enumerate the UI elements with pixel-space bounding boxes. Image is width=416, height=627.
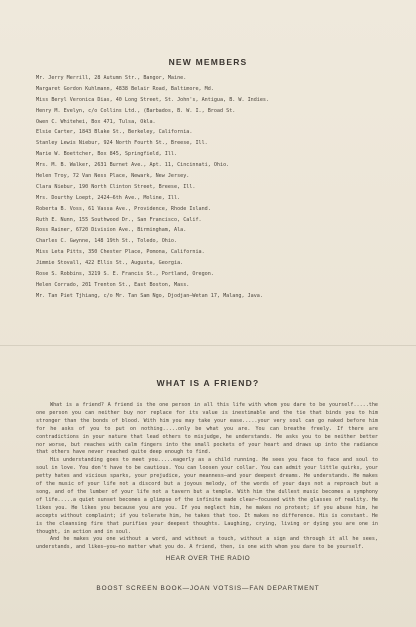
- member-entry: Ross Rainer, 6720 Division Ave., Birmingham, Ala.: [36, 227, 187, 234]
- friend-essay: [36, 402, 378, 552]
- what-is-a-friend-heading: WHAT IS A FRIEND?: [156, 378, 260, 388]
- member-entry: Elsie Carter, 1843 Blake St., Berkeley, California.: [36, 129, 193, 136]
- member-entry: Jimmie Stovall, 422 Ellis St., Augusta, Georgia.: [36, 260, 184, 267]
- member-entry: Mr. Tan Piet Tjhiang, c/o Mr. Tan Sam Ngo, Djodjan—Wetan 17, Malang, Java.: [36, 292, 263, 299]
- essay-paragraph: And he makes you one without a word, and without a touch, without a sign and through it all he sees, understands, and likes—you—no matter what you do. A friend, then, is one with whom you dare to be yourself.: [36, 536, 378, 551]
- member-entry: Clara Niebur, 190 North Clinton Street, Breese, Ill.: [36, 183, 196, 190]
- member-entry: Mrs. Dourthy Loept, 2424—6th Ave., Moline, Ill.: [36, 194, 181, 201]
- member-entry: Helen Troy, 72 Van Ness Place, Newark, New Jersey.: [36, 173, 190, 180]
- member-entry: Mr. Jerry Merrill, 28 Autumn Str., Bangor, Maine.: [36, 75, 187, 81]
- new-members-list: [36, 73, 396, 302]
- member-entry: Rose S. Robbins, 3219 S. E. Francis St., Portland, Oregon.: [36, 271, 214, 278]
- member-entry: Charles C. Gwynne, 148 19th St., Toledo, Ohio.: [36, 238, 178, 245]
- new-members-heading: NEW MEMBERS: [168, 57, 248, 67]
- page-footer: BOOST SCREEN BOOK—JOAN VOTSIS—FAN DEPARTMENT: [96, 585, 320, 592]
- member-entry: Miss Leta Pitts, 350 Chester Place, Pomona, California.: [36, 249, 205, 256]
- member-entry: Roberta B. Voss, 61 Vassa Ave., Providence, Rhode Island.: [36, 205, 211, 212]
- member-entry: Miss Beryl Veronica Dias, 40 Long Street, St. John's, Antigua, B. W. Indies.: [36, 96, 270, 103]
- member-entry: Margaret Gordon Kuhlmann, 4838 Belair Road, Baltimore, Md.: [36, 85, 214, 92]
- page-fold-crease: [0, 345, 416, 346]
- essay-credit: HEAR OVER THE RADIO: [165, 555, 251, 562]
- essay-paragraph: What is a friend? A friend is the one person in all this life with whom you dare to be yourself.....the one person you can neither buy nor replace for its value is inestimable and the tie that binds you to him stronger than the bonds of blood. With him you may take your ease.....your very soul can go naked before him for he asks of you to put on nothing.....only be what you are. You can breathe freely. If there are contradictions in your nature that lead others to misjudge, he understands. He asks you to be neither better nor worse, but reaches with calm fingers into the small pockets of your heart and draws up into the radiance that others have never reached quite deep enough to find.: [36, 402, 378, 456]
- member-entry: Helen Corrado, 201 Trenton St., East Boston, Mass.: [36, 281, 190, 288]
- essay-paragraph: His understanding goes to meet you.....eagerly as a child running. He sees you face to face and soul to soul in love. You don't have to be cautious. You can loosen your collar. You can admit your little quirks, your petty hates and vicious sparks, your prejudice, your meanness—and your deepest dreams. He understands. He makes of the music of your life not a discord but a joyous melody, of the words of your days not a reproach but a song, and of the lumber of your life not a tavern but a temple. With him the dullest music becomes a symphony of life.....a quiet sunset becomes a glimpse of the infinite made clear—focused with the glasses of reality. He likes you. He likes you because you are you. If you neglect him, he makes no protest; if you abuse him, he accepts without complaint; if you tolerate him, he takes that too. It makes no difference. His is constant. He is the cleansing fire that purifies your deepest thoughts. Laughing, crying, living or dying you are one in thought, in action and in soul.: [36, 457, 378, 535]
- member-entry: Ruth E. Nunn, 155 Southwood Dr., San Francisco, Calif.: [36, 216, 202, 223]
- member-entry: Stanley Lewis Niebur, 924 North Fourth St., Breese, Ill.: [36, 140, 208, 147]
- member-entry: Marie W. Boettcher, Box 845, Springfield, Ill.: [36, 151, 178, 158]
- member-entry: Owen C. Whitehei, Box 471, Tulsa, Okla.: [36, 118, 156, 125]
- member-entry: Henry M. Evelyn, c/o Collins Ltd., (Barbados, B. W. I., Broad St.: [36, 107, 236, 114]
- member-entry: Mrs. M. B. Walker, 2631 Burnet Ave., Apt. 11, Cincinnati, Ohio.: [36, 162, 230, 169]
